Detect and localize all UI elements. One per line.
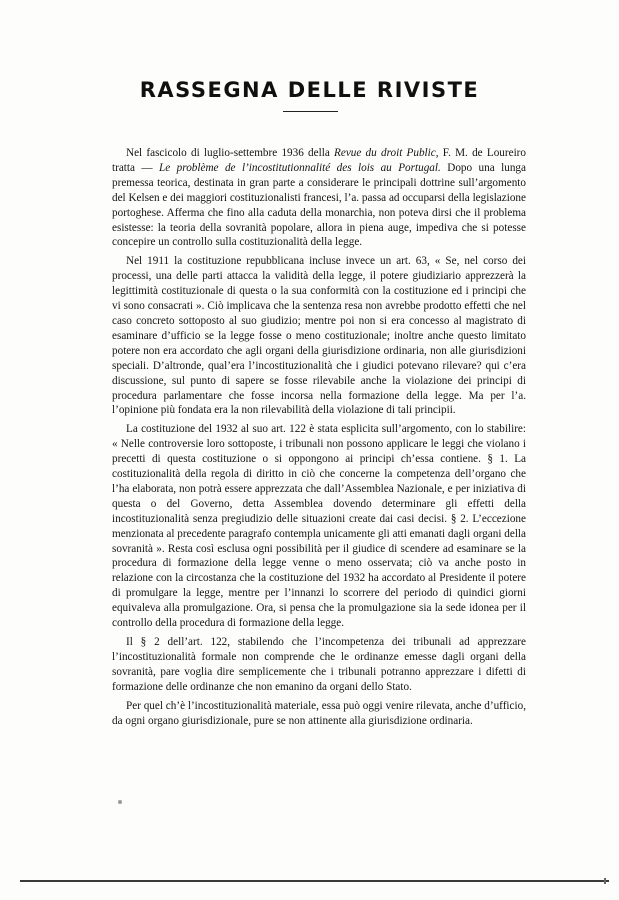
journal-title: Revue du droit Public, bbox=[334, 147, 439, 159]
page-bottom-rule bbox=[20, 880, 609, 882]
article-title: Le problème de l’incostitutionnalité des lois au Portugal. bbox=[159, 161, 441, 174]
title-underline bbox=[283, 111, 338, 112]
edge-mark bbox=[604, 878, 606, 884]
page-title: RASSEGNA DELLE RIVISTE bbox=[139, 78, 480, 102]
paragraph-3 bbox=[112, 422, 526, 631]
paragraph-1 bbox=[112, 146, 526, 250]
article-body bbox=[112, 146, 526, 728]
paragraph-1-mid: F. M. de Loureiro tratta — bbox=[112, 147, 527, 174]
paragraph-3-text: La costituzione del 1932 al suo art. 122 è stata esplicita sull’argomento, con lo stabilire: « Nelle controversie loro sottoposte, i tribunali non possono applicare le leggi che violano i precetti di questa costituzione o si oppongono ai principi ch’essa contiene. § 1. La costituzionalità della regola di diritto in ciò che concerne la competenza dell’organo che l’ha elaborata, non potrà essere apprezzata che dall’Assemblea Nazionale, e per iniziativa di questa o del Governo, detta Assemblea dovendo determinare gli effetti della incostituzionalità senza pregiudizio delle situazioni create dai casi decisi. § 2. L’eccezione menzionata al precedente paragrafo contempla unicamente gli atti emanati dagli organi della sovranità ». Resta così esclusa ogni possibilità per il giudice di scendere ad esaminare se la procedura di formazione della legge venne o meno osservata; ciò va anche posto in relazione con la circostanza che la costituzione del 1932 ha accordato al Presidente il potere di promulgare la legge, mentre per l’innanzi lo scorrere del periodo di quindici giorni equivaleva alla promulgazione. Ora, si pensa che la promulgazione sia la sede idonea per il controllo della procedura di formazione della legge. bbox=[112, 423, 526, 630]
paragraph-2-text: Nel 1911 la costituzione repubblicana incluse invece un art. 63, « Se, nel corso dei processi, una delle parti attacca la validità della legge, il potere giudiziario apprezzerà la legittimità costituzionale di questa o la sua conformità con la costituzione ed i principi che vi sono consacrati ». Ciò implicava che la sentenza resa non avrebbe prodotto effetti che nel caso concreto sottoposto al suo giudizio; mentre poi non si era concesso al magistrato di esaminare d’ufficio se la legge fosse o meno costituzionale; inoltre anche questo limitato potere non era accordato che agli organi della giurisdizione ordinaria, non alle giurisdizioni speciali. D’altronde, qual’era l’incostituzionalità che i giudici potevano rilevare? qui c’era discussione, sul punto di sapere se fosse rilevabile anche la violazione dei principi di procedura parlamentare che fosse incorsa nella formazione della legge. Ma per l’a. l’opinione più fondata era la non rilevabilità della violazione di tali principii. bbox=[112, 255, 526, 417]
paragraph-2 bbox=[112, 254, 526, 418]
paragraph-1-pre: Nel fascicolo di luglio-settembre 1936 della bbox=[126, 147, 335, 159]
paragraph-4-text: Il § 2 dell’art. 122, stabilendo che l’incompetenza dei tribunali ad apprezzare l’incostituzionalità formale non comprende che le ordinanze emesse dagli organi della sovranità, pare voglia dire semplicemente che i tribunali potranno apprezzare i difetti di formazione delle ordinanze che non emanino da organi dello Stato. bbox=[112, 636, 526, 693]
ink-speck bbox=[118, 800, 122, 804]
paragraph-4 bbox=[112, 635, 526, 695]
paragraph-5 bbox=[112, 699, 526, 729]
paragraph-5-text: Per quel ch’è l’incostituzionalità materiale, essa può oggi venire rilevata, anche d’ufficio, da ogni organo giurisdizionale, pure se non attinente alla giurisdizione ordinaria. bbox=[112, 699, 526, 727]
paragraph-1-post: Dopo una lunga premessa teorica, destinata in gran parte a considerare le principali dottrine sull’argomento del Kelsen e dei maggiori costituzionalisti francesi, l’a. passa ad occuparsi della legislazione portoghese. Afferma che fino alla caduta della monarchia, non poteva dirsi che il problema esistesse: la teoria della sovranità popolare, allora in piena auge, impediva che si potesse concepire un controllo sulla costituzionalità della legge. bbox=[112, 161, 526, 249]
